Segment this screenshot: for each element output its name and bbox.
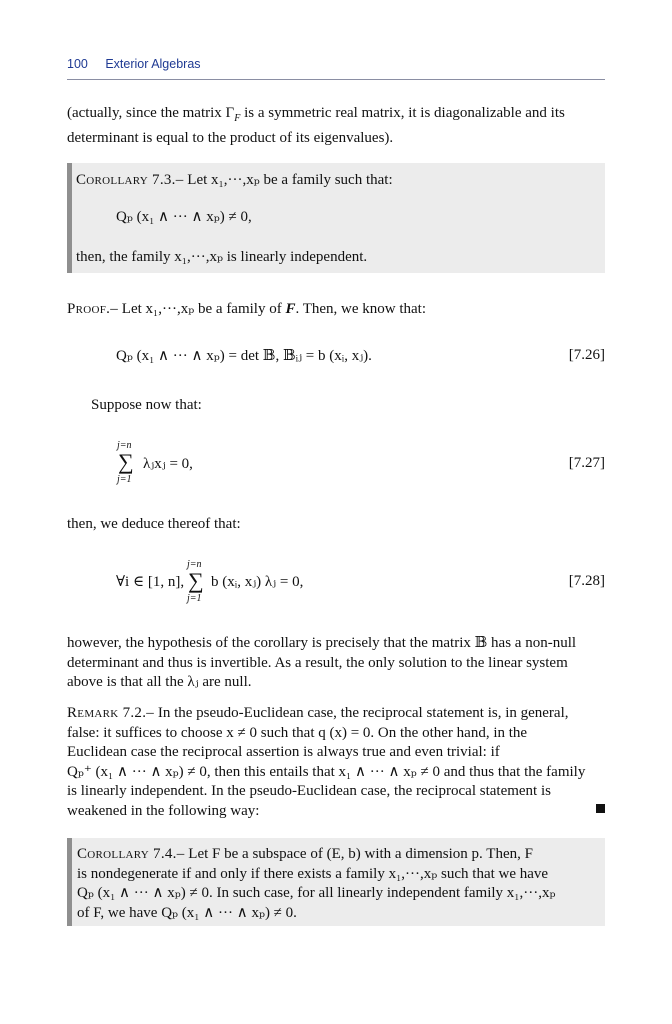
equation-7-27-number: [7.27] <box>568 455 605 471</box>
remark-line-6: weakened in the following way: <box>67 802 260 819</box>
intro-line-1: (actually, since the matrix Γ <box>67 105 235 121</box>
corollary-7-3-conclusion: then, the family x₁,···,xₚ is linearly independent. <box>76 249 368 265</box>
equation-7-27-body: λⱼxⱼ = 0, <box>143 456 193 472</box>
remark-7-2 <box>67 704 605 821</box>
remark-line-2: false: it suffices to choose x ≠ 0 such that q (x) = 0. On the other hand, in the <box>67 724 528 741</box>
intro-line-2: determinant is equal to the product of its eigenvalues). <box>67 129 394 146</box>
equation-7-28-prefix: ∀i ∈ [1, n], <box>116 574 185 590</box>
proof-label: Proof.– <box>67 301 119 317</box>
corollary-7-4-line-3: Qₚ (x₁ ∧ ··· ∧ xₚ) ≠ 0. In such case, for all linearly independent family x₁,···,xₚ <box>77 885 556 901</box>
equation-7-28-body: b (xᵢ, xⱼ) λⱼ = 0, <box>211 574 304 590</box>
sum-symbol-7-28: ∑ <box>188 568 204 593</box>
corollary-7-4-label: Corollary 7.4.– <box>77 846 185 862</box>
corollary-7-4-line-4: of F, we have Qₚ (x₁ ∧ ··· ∧ xₚ) ≠ 0. <box>77 904 297 921</box>
deduce-text: then, we deduce thereof that: <box>67 516 241 532</box>
sum-lower-limit-7-28: j=1 <box>187 593 202 604</box>
however-line-3: above is that all the λⱼ are null. <box>67 674 252 690</box>
corollary-7-3-statement <box>76 171 393 191</box>
intro-subscript: F <box>234 113 241 124</box>
proof-intro <box>67 300 605 320</box>
remark-line-4: Qₚ⁺ (x₁ ∧ ··· ∧ xₚ) ≠ 0, then this entails that x₁ ∧ ··· ∧ xₚ ≠ 0 and thus that the family <box>67 763 586 780</box>
remark-line-1: In the pseudo-Euclidean case, the reciprocal statement is, in general, <box>154 705 569 721</box>
proof-text-b: . Then, we know that: <box>295 301 427 317</box>
corollary-7-4-line-2: is nondegenerate if and only if there exists a family x₁,···,xₚ such that we have <box>77 865 549 882</box>
remark-line-5: is linearly independent. In the pseudo-Euclidean case, the reciprocal statement is <box>67 783 551 799</box>
corollary-7-3-equation: Qₚ (x₁ ∧ ··· ∧ xₚ) ≠ 0, <box>116 209 252 225</box>
page-number: 100 <box>67 57 88 71</box>
running-header <box>67 57 201 71</box>
however-line-1: however, the hypothesis of the corollary is precisely that the matrix 𝔹 has a non-null <box>67 635 577 651</box>
running-title: Exterior Algebras <box>105 57 201 71</box>
sum-upper-limit-7-27: j=n <box>117 440 132 451</box>
proof-text-a: Let x₁,···,xₚ be a family of <box>118 301 286 317</box>
end-of-remark-square <box>596 804 605 813</box>
corollary-7-3-text: Let x₁,···,xₚ be a family such that: <box>183 172 393 188</box>
sum-symbol-7-27: ∑ <box>118 449 134 474</box>
however-paragraph <box>67 634 605 693</box>
equation-7-26: Qₚ (x₁ ∧ ··· ∧ xₚ) = det 𝔹, 𝔹ᵢⱼ = b (xᵢ, xⱼ). <box>116 348 372 364</box>
equation-7-28-number: [7.28] <box>568 573 605 589</box>
remark-label: Remark 7.2.– <box>67 705 155 721</box>
intro-paragraph <box>67 104 605 148</box>
sum-upper-limit-7-28: j=n <box>187 559 202 570</box>
corollary-7-4-line-1: Let F be a subspace of (E, b) with a dimension p. Then, F <box>184 846 533 862</box>
proof-text-F: F <box>285 301 296 317</box>
equation-7-26-number: [7.26] <box>568 347 605 363</box>
corollary-7-4-text <box>77 845 593 923</box>
remark-line-3: Euclidean case the reciprocal assertion is always true and even trivial: if <box>67 744 500 760</box>
intro-line-1-rest: is a symmetric real matrix, it is diagonalizable and its <box>240 105 565 121</box>
suppose-text: Suppose now that: <box>91 397 202 413</box>
however-line-2: determinant and thus is invertible. As a result, the only solution to the linear system <box>67 654 568 671</box>
corollary-7-3-label: Corollary 7.3.– <box>76 172 184 188</box>
sum-lower-limit-7-27: j=1 <box>117 474 132 485</box>
header-rule <box>67 79 605 80</box>
